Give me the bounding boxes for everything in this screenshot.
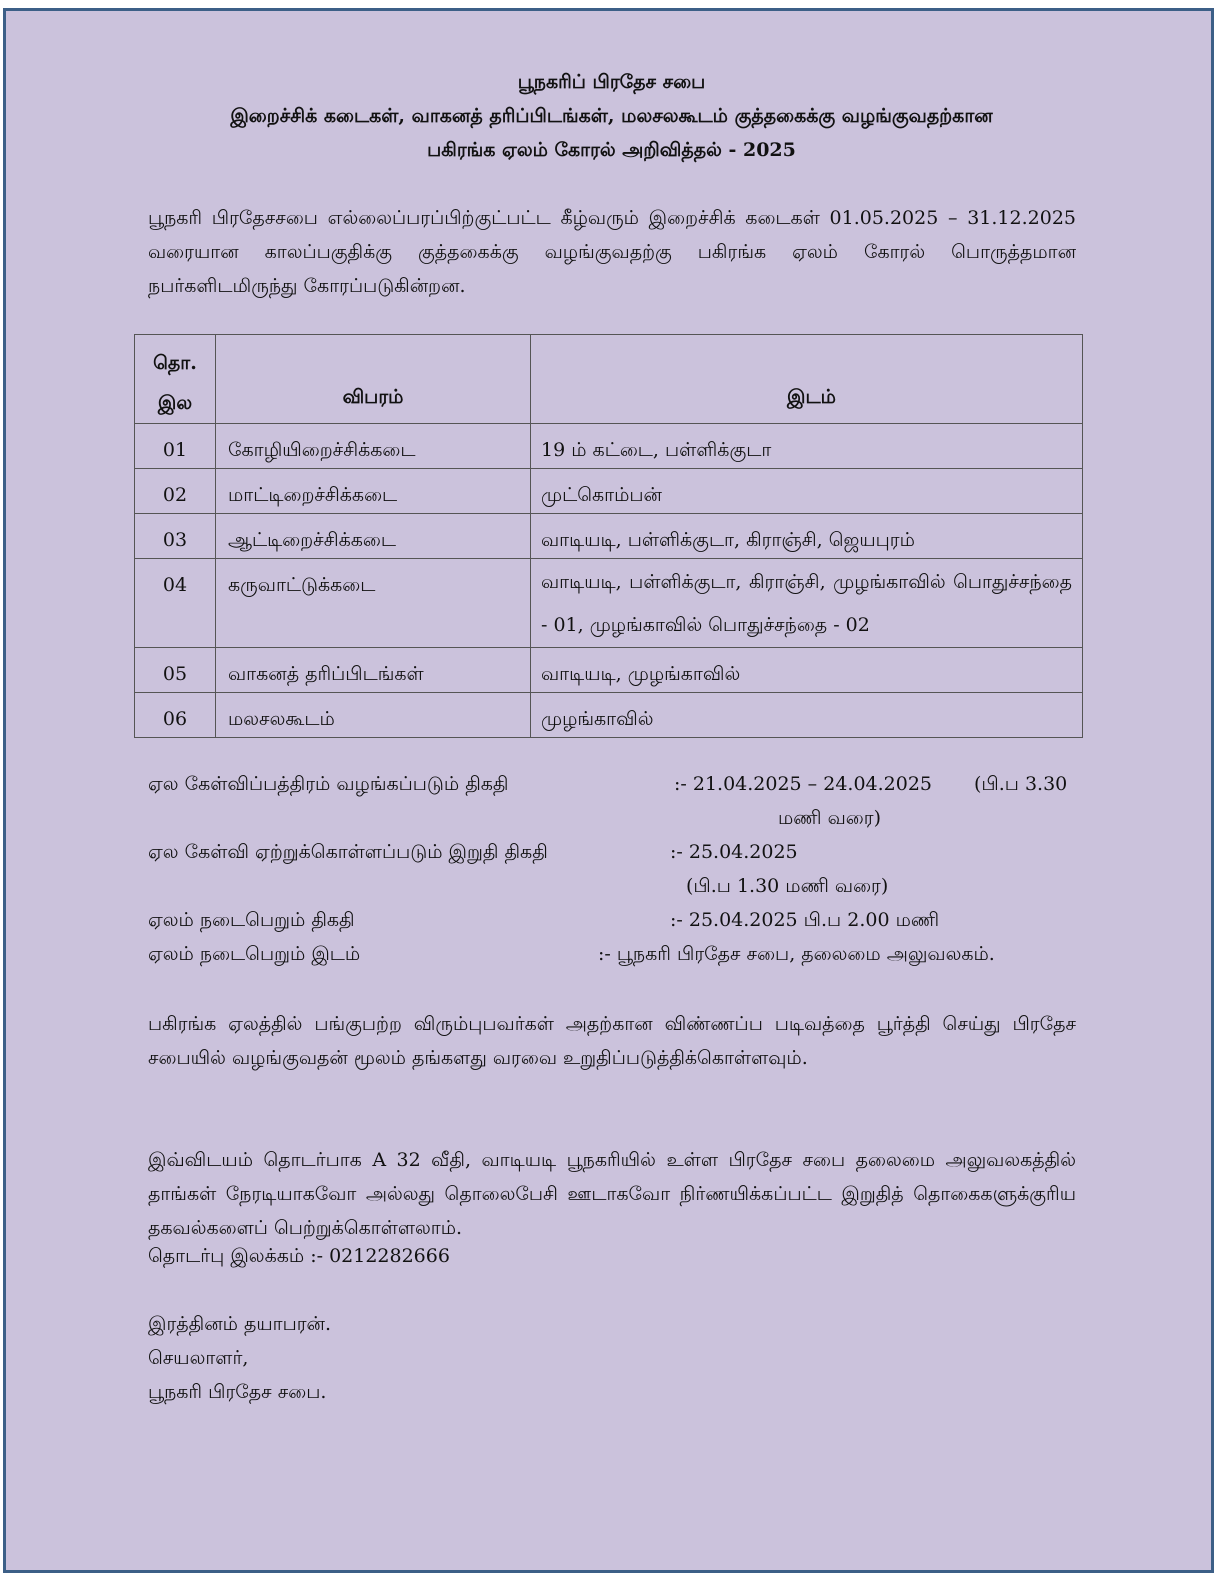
contact-paragraph: இவ்விடயம் தொடர்பாக A 32 வீதி, வாடியடி பூநகரியில் உள்ள பிரதேச சபை தலைமை அலுவலகத்தில் தாங்கள் நேரடியாகவோ அல்லது தொலைபேசி ஊடாகவோ நிர்ணயிக்கப்பட்ட இறுதித் தொகைகளுக்குரிய தகவல்களைப் பெற்றுக்கொள்ளலாம். <box>148 1149 1076 1239</box>
accept-time: (பி.ப 1.30 மணி வரை) <box>686 875 889 897</box>
row-place: 19 ம் கட்டை, பள்ளிக்குடா <box>541 439 772 461</box>
issue-date-value: :- 21.04.2025 – 24.04.2025 <box>674 773 933 795</box>
row-place: வாடியடி, பள்ளிக்குடா, கிராஞ்சி, முழங்காவில் பொதுச்சந்தை - 01, முழங்காவில் பொதுச்சந்தை - 02 <box>541 571 1072 636</box>
table-row <box>135 424 1083 469</box>
signature-name: இரத்தினம் தயாபரன். <box>148 1313 332 1335</box>
row-place: வாடியடி, பள்ளிக்குடா, கிராஞ்சி, ஜெயபுரம் <box>541 529 915 551</box>
header-line-3: பகிரங்க ஏலம் கோரல் அறிவித்தல் - 2025 <box>427 139 796 161</box>
table-row <box>135 693 1083 738</box>
header-serial-line-1: தொ. <box>153 352 197 374</box>
table-row <box>135 648 1083 693</box>
row-place: முழங்காவில் <box>541 708 654 730</box>
header-serial-line-2: இல <box>157 392 193 414</box>
row-no: 02 <box>162 484 188 506</box>
row-no: 04 <box>162 574 188 596</box>
participation-paragraph: பகிரங்க ஏலத்தில் பங்குபற்ற விரும்புபவர்கள் அதற்கான விண்ணப்ப படிவத்தை பூர்த்தி செய்து பிரதேச சபையில் வழங்குவதன் மூலம் தங்களது வரவை உறுதிப்படுத்திக்கொள்ளவும். <box>148 1013 1076 1069</box>
header-serial-no <box>135 335 216 424</box>
row-detail: மாட்டிறைச்சிக்கடை <box>228 484 398 506</box>
auction-date-value: :- 25.04.2025 பி.ப 2.00 மணி <box>670 909 940 931</box>
auction-place-value: :- பூநகரி பிரதேச சபை, தலைமை அலுவலகம். <box>598 943 995 965</box>
table-row <box>135 559 1083 648</box>
table-row <box>135 469 1083 514</box>
row-place: வாடியடி, முழங்காவில் <box>541 663 741 685</box>
items-table <box>134 334 1083 738</box>
header-line-2: இறைச்சிக் கடைகள், வாகனத் தரிப்பிடங்கள், மலசலகூடம் குத்தகைக்கு வழங்குவதற்கான <box>230 105 993 127</box>
row-no: 06 <box>162 708 188 730</box>
issue-time: (பி.ப 3.30 <box>974 773 1068 795</box>
issue-date-label: ஏல கேள்விப்பத்திரம் வழங்கப்படும் திகதி <box>148 773 509 795</box>
row-detail: கருவாட்டுக்கடை <box>228 574 376 596</box>
row-place: முட்கொம்பன் <box>541 484 662 506</box>
contact-number: தொடர்பு இலக்கம் :- 0212282666 <box>148 1245 450 1267</box>
auction-place-label: ஏலம் நடைபெறும் இடம் <box>148 943 361 965</box>
accept-date-value: :- 25.04.2025 <box>670 841 798 863</box>
row-no: 05 <box>162 663 188 685</box>
row-detail: மலசலகூடம் <box>228 708 335 730</box>
header-line-1: பூநகரிப் பிரதேச சபை <box>517 71 706 93</box>
signature-office: பூநகரி பிரதேச சபை. <box>148 1381 327 1403</box>
auction-date-label: ஏலம் நடைபெறும் திகதி <box>148 909 355 931</box>
table-header-row <box>135 335 1083 424</box>
header-place: இடம் <box>531 335 1083 424</box>
row-no: 01 <box>162 439 188 461</box>
signature-role: செயலாளர், <box>148 1347 249 1369</box>
table-row <box>135 514 1083 559</box>
row-no: 03 <box>162 529 188 551</box>
accept-date-label: ஏல கேள்வி ஏற்றுக்கொள்ளப்படும் இறுதி திகதி <box>148 841 548 863</box>
issue-time-cont: மணி வரை) <box>778 807 881 829</box>
row-detail: கோழியிறைச்சிக்கடை <box>228 439 416 461</box>
header-detail: விபரம் <box>216 335 531 424</box>
notice-frame <box>3 8 1214 1573</box>
row-detail: வாகனத் தரிப்பிடங்கள் <box>228 663 424 685</box>
row-detail: ஆட்டிறைச்சிக்கடை <box>228 529 396 551</box>
intro-paragraph: பூநகரி பிரதேசசபை எல்லைப்பரப்பிற்குட்பட்ட கீழ்வரும் இறைச்சிக் கடைகள் 01.05.2025 – 31.12.2025 வரையான காலப்பகுதிக்கு குத்தகைக்கு வழங்குவதற்கு பகிரங்க ஏலம் கோரல் பொருத்தமான நபர்களிடமிருந்து கோரப்படுகின்றன. <box>148 207 1076 297</box>
